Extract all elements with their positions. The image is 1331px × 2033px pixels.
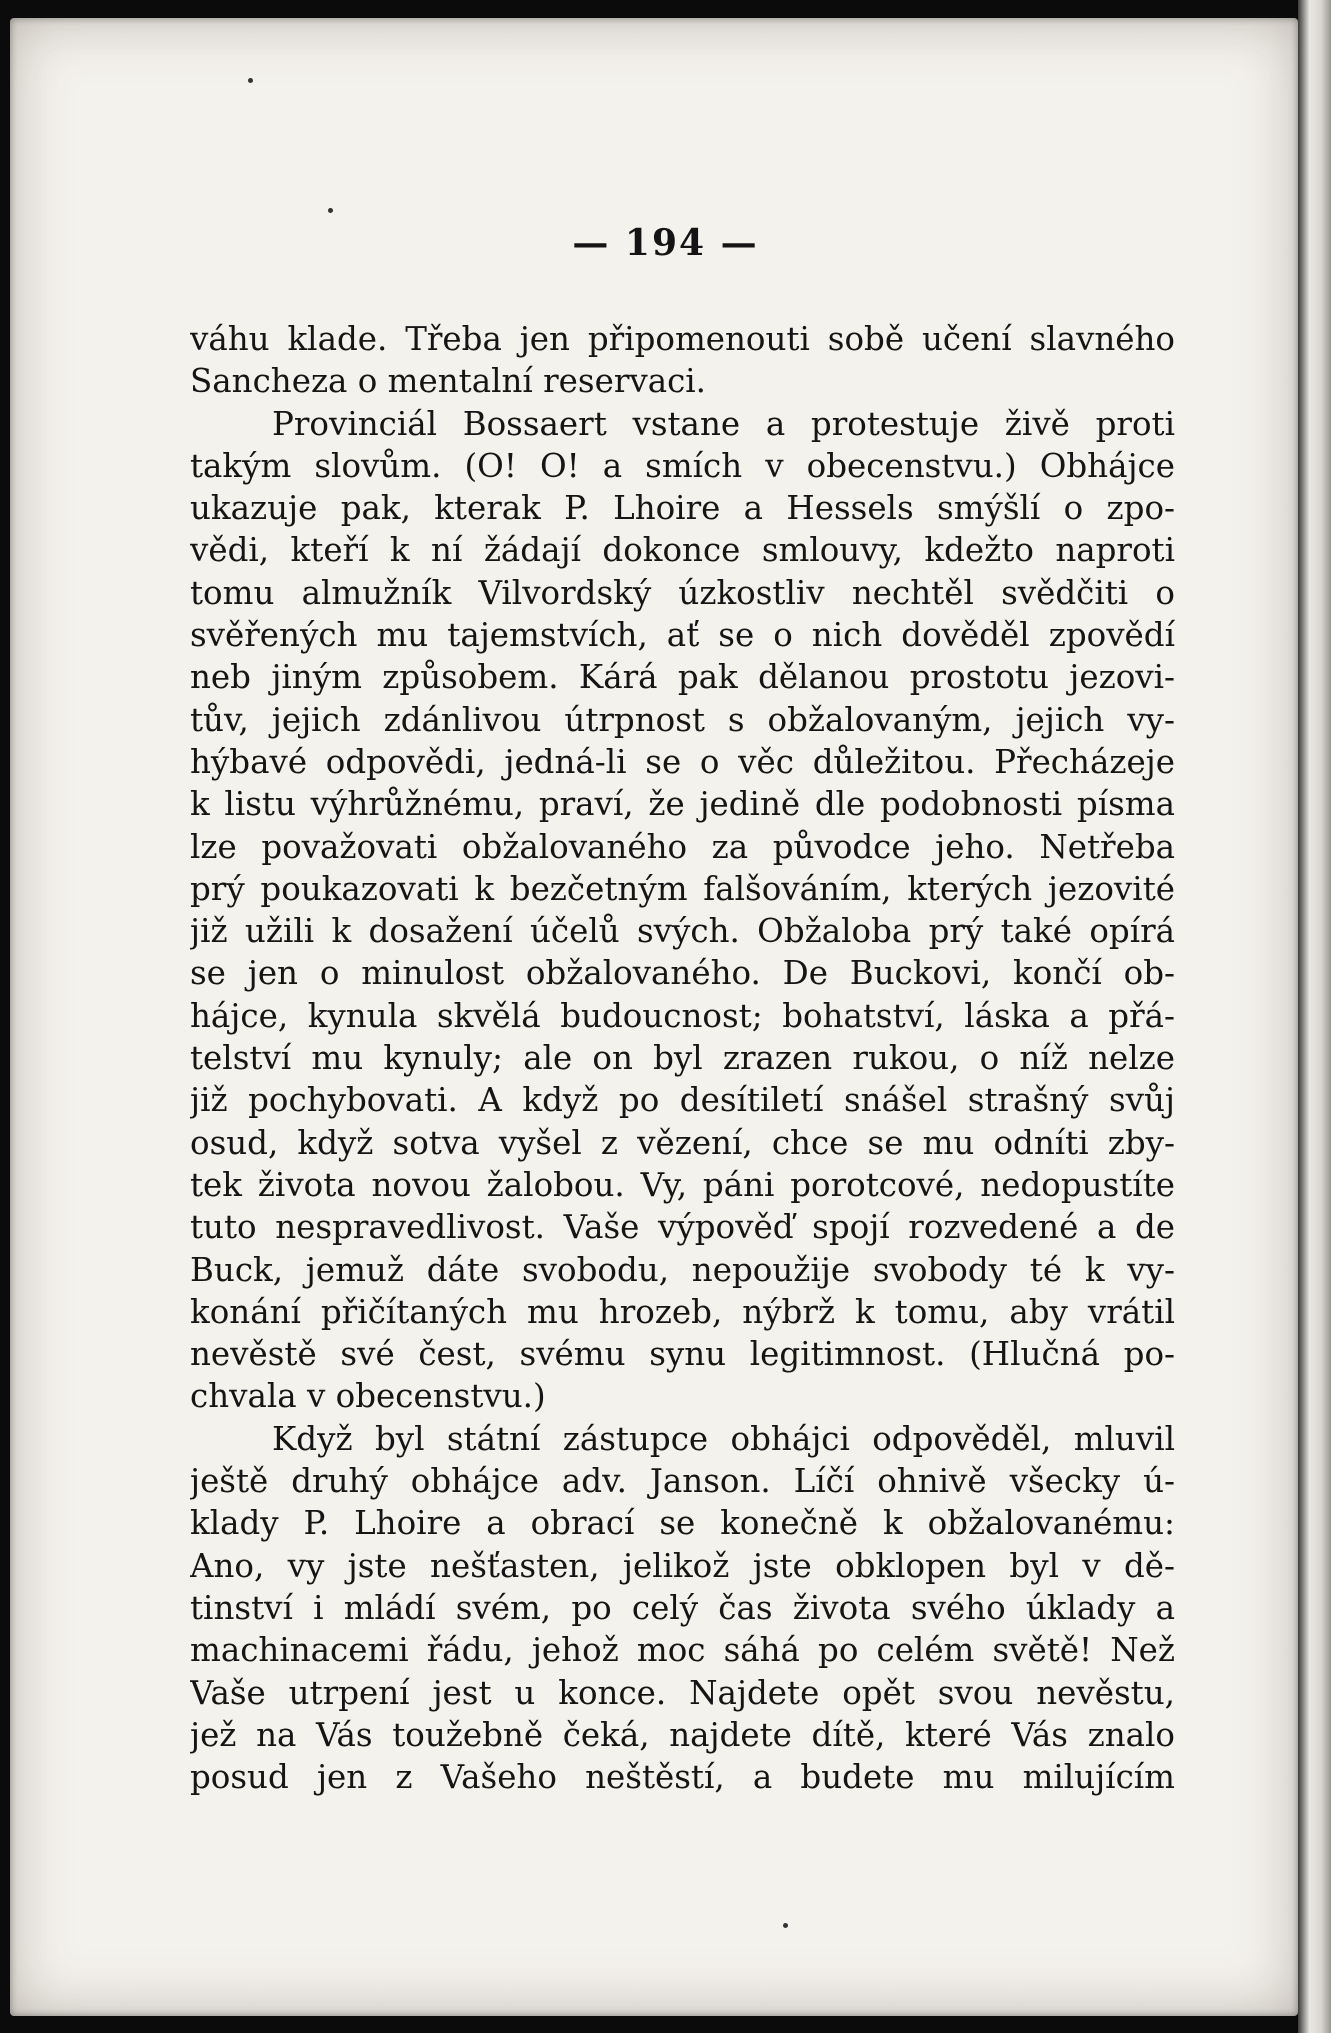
- text-line: jež na Vás toužebně čeká, najdete dítě, které Vás znalo: [190, 1715, 1175, 1754]
- page-edge: [1298, 0, 1331, 2033]
- text-line: chvala v obecenstvu.): [190, 1377, 546, 1416]
- text-line: tomu almužník Vilvordský úzkostliv nechtěl svědčiti o: [190, 573, 1175, 612]
- text-line: vědi, kteří k ní žádají dokonce smlouvy, kdežto naproti: [190, 531, 1175, 570]
- text-line: Ano, vy jste nešťasten, jelikož jste obklopen byl v dě-: [190, 1546, 1175, 1585]
- text-line: machinacemi řádu, jehož moc sáhá po celém světě! Než: [190, 1631, 1175, 1670]
- text-line: takým slovům. (O! O! a smích v obecenstvu.) Obhájce: [190, 446, 1175, 485]
- text-line: Vaše utrpení jest u konce. Najdete opět svou nevěstu,: [190, 1673, 1175, 1712]
- text-line: k listu výhrůžnému, praví, že jedině dle podobnosti písma: [190, 785, 1175, 824]
- body-text: [190, 318, 1175, 1798]
- text-line: tuto nespravedlivost. Vaše výpověď spojí rozvedené a de: [190, 1208, 1175, 1247]
- text-line: váhu klade. Třeba jen připomenouti sobě učení slavného: [190, 320, 1175, 358]
- text-line: tek života novou žalobou. Vy, páni porotcové, nedopustíte: [190, 1165, 1175, 1204]
- text-line: posud jen z Vašeho neštěstí, a budete mu milujícím: [190, 1758, 1175, 1797]
- text-line: osud, když sotva vyšel z vězení, chce se mu odníti zby-: [190, 1123, 1175, 1162]
- speck-mark: [248, 78, 253, 83]
- text-line: ukazuje pak, kterak P. Lhoire a Hessels smýšlí o zpo-: [190, 489, 1175, 528]
- text-line: neb jiným způsobem. Kárá pak dělanou prostotu jezovi-: [190, 658, 1175, 697]
- speck-mark: [328, 208, 333, 213]
- text-line: hýbavé odpovědi, jedná-li se o věc důležitou. Přecházeje: [190, 742, 1175, 781]
- text-line: nevěstě své čest, svému synu legitimnost. (Hlučná po-: [190, 1335, 1175, 1374]
- text-line: telství mu kynuly; ale on byl zrazen rukou, o níž nelze: [190, 1039, 1175, 1078]
- text-line: Buck, jemuž dáte svobodu, nepoužije svobody té k vy-: [190, 1250, 1175, 1289]
- text-line: klady P. Lhoire a obrací se konečně k obžalovanému:: [190, 1504, 1175, 1543]
- text-line: již užili k dosažení účelů svých. Obžaloba prý také opírá: [190, 912, 1175, 951]
- text-line: konání přičítaných mu hrozeb, nýbrž k tomu, aby vrátil: [190, 1292, 1175, 1331]
- text-line: ještě druhý obhájce adv. Janson. Líčí ohnivě všecky ú-: [190, 1462, 1175, 1501]
- text-line: Sancheza o mentalní reservaci.: [190, 362, 707, 401]
- text-line: tův, jejich zdánlivou útrpnost s obžalovaným, jejich vy-: [190, 700, 1175, 739]
- text-line: Provinciál Bossaert vstane a protestuje živě proti: [272, 404, 1175, 443]
- page-number: — 194 —: [572, 222, 759, 264]
- text-line: hájce, kynula skvělá budoucnost; bohatství, láska a přá-: [190, 996, 1175, 1035]
- text-line: lze považovati obžalovaného za původce jeho. Netřeba: [190, 827, 1175, 866]
- text-line: svěřených mu tajemstvích, ať se o nich dověděl zpovědí: [190, 616, 1175, 655]
- text-line: již pochybovati. A když po desítiletí snášel strašný svůj: [190, 1081, 1175, 1120]
- text-line: tinství i mládí svém, po celý čas života svého úklady a: [190, 1588, 1175, 1627]
- text-line: Když byl státní zástupce obhájci odpověděl, mluvil: [272, 1419, 1175, 1458]
- text-line: se jen o minulost obžalovaného. De Buckovi, končí ob-: [190, 954, 1175, 993]
- text-line: prý poukazovati k bezčetným falšováním, kterých jezovité: [190, 869, 1175, 908]
- speck-mark: [783, 1923, 788, 1928]
